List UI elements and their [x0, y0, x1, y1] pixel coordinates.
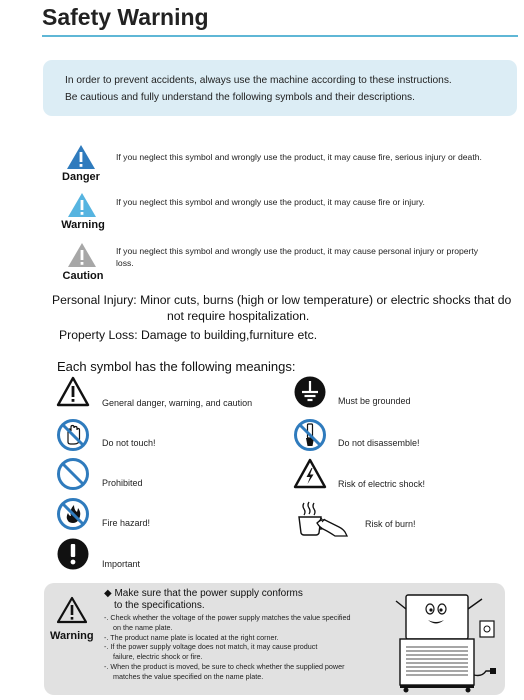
- intro-line-1: In order to prevent accidents, always use the machine according to these instructions.: [65, 75, 452, 86]
- power-warning-label: Warning: [50, 630, 94, 642]
- warning-description: If you neglect this symbol and wrongly use the product, it may cause fire or injury.: [116, 197, 425, 207]
- burn-label: Risk of burn!: [365, 519, 416, 529]
- do-not-touch-label: Do not touch!: [102, 438, 156, 448]
- prohibited-icon: [56, 457, 90, 491]
- warning-triangle-icon: [67, 192, 97, 218]
- intro-box: [43, 60, 517, 116]
- symbols-heading: Each symbol has the following meanings:: [57, 359, 296, 374]
- note-line: -. If the power supply voltage does not match, it may cause product: [104, 642, 318, 652]
- title-underline: [42, 35, 518, 37]
- machine-nameplate-illustration: [392, 587, 500, 693]
- caution-label: Caution: [62, 270, 104, 282]
- note-line: -. The product name plate is located at the right corner.: [104, 632, 279, 642]
- property-loss-definition: [59, 327, 317, 343]
- important-label: Important: [102, 559, 141, 569]
- caution-triangle-icon: [67, 242, 97, 268]
- power-warning-notes: [104, 613, 386, 682]
- general-danger-label: General danger, warning, and caution: [102, 398, 253, 408]
- page-title: Safety Warning: [42, 4, 209, 30]
- note-line: matches the value specified on the name plate.: [113, 671, 264, 681]
- power-warning-heading-line-2: to the specifications.: [114, 600, 205, 611]
- personal-injury-term: Personal Injury:: [52, 293, 137, 307]
- note-line: on the name plate.: [113, 622, 173, 632]
- property-loss-term: Property Loss:: [59, 328, 138, 342]
- personal-injury-text: Minor cuts, burns (high or low temperature) or electric shocks that do: [140, 293, 512, 307]
- do-not-disassemble-icon: [293, 418, 327, 452]
- warning-outline-icon: [57, 596, 87, 624]
- property-loss-text: Damage to building,furniture etc.: [140, 328, 318, 342]
- personal-injury-text-continued: not require hospitalization.: [167, 309, 310, 323]
- note-line: -. When the product is moved, be sure to check whether the supplied power: [104, 661, 345, 671]
- note-line: failure, electric shock or fire.: [113, 652, 203, 662]
- prohibited-label: Prohibited: [102, 478, 143, 488]
- electric-shock-icon: [293, 457, 327, 491]
- burn-hazard-icon: [295, 499, 351, 537]
- grounded-label: Must be grounded: [338, 396, 411, 406]
- do-not-disassemble-label: Do not disassemble!: [338, 438, 420, 448]
- intro-line-2: Be cautious and fully understand the following symbols and their descriptions.: [65, 92, 415, 103]
- power-warning-heading: [104, 588, 303, 612]
- caution-description: If you neglect this symbol and wrongly use the product, it may cause personal injury or property loss.: [116, 246, 479, 268]
- important-icon: [56, 537, 90, 571]
- electric-shock-label: Risk of electric shock!: [338, 479, 426, 489]
- ground-icon: [293, 375, 327, 409]
- fire-hazard-label: Fire hazard!: [102, 518, 151, 528]
- do-not-touch-icon: [56, 418, 90, 452]
- warning-label: Warning: [61, 219, 105, 231]
- note-line: -. Check whether the voltage of the power supply matches the value specified: [104, 613, 351, 622]
- danger-triangle-icon: [66, 144, 96, 170]
- danger-description: If you neglect this symbol and wrongly use the product, it may cause fire, serious injury or death.: [116, 152, 482, 162]
- danger-label: Danger: [62, 171, 100, 183]
- power-warning-heading-line-1: ◆ Make sure that the power supply conforms: [104, 588, 303, 599]
- general-danger-icon: [56, 375, 90, 409]
- fire-hazard-icon: [56, 497, 90, 531]
- personal-injury-definition: [52, 292, 511, 308]
